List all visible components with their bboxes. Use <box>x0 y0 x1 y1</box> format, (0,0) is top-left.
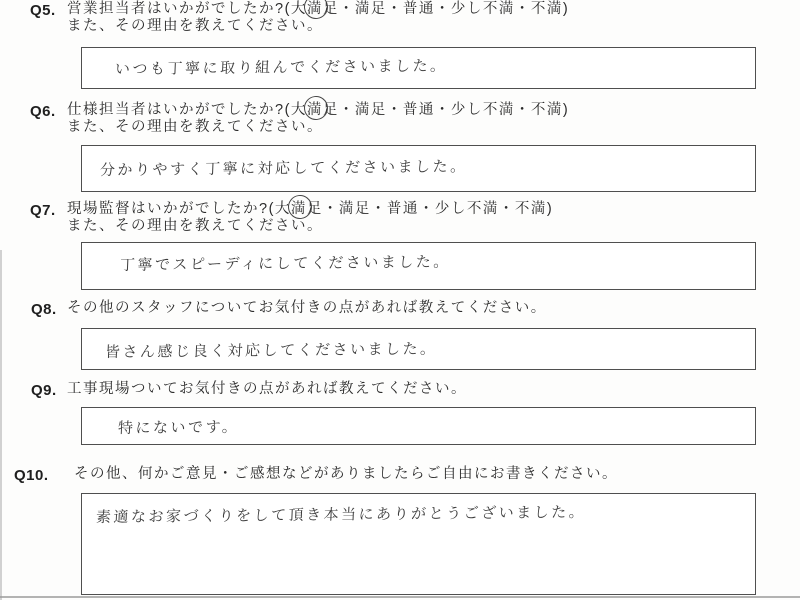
question-number: Q7. <box>30 202 56 219</box>
question-number: Q5. <box>30 2 56 19</box>
question-text-line1: その他、何かご意見・ご感想などがありましたらご自由にお書きください。 <box>74 466 618 482</box>
question-number: Q8. <box>31 301 57 318</box>
question-text-line1 <box>67 2 569 17</box>
question-text-after: 足・満足・普通・少し不満・不満) <box>322 102 570 118</box>
question-text-before: 営業担当者はいかがでしたか?(大 <box>67 1 307 17</box>
handwritten-answer: 丁寧でスピーディにしてくださいました。 <box>119 253 452 274</box>
question-text-after: 足・満足・普通・少し不満・不満) <box>322 1 570 17</box>
question-text-line2: また、その理由を教えてください。 <box>67 119 323 135</box>
question-text-line1: 工事現場ついてお気付きの点があれば教えてください。 <box>67 381 467 397</box>
circled-option-mark <box>307 2 323 17</box>
question-number: Q9. <box>31 382 57 399</box>
question-text-line1: その他のスタッフについてお気付きの点があれば教えてください。 <box>67 300 547 316</box>
scan-page-bottom-edge <box>0 596 800 598</box>
question-text-after: 足・満足・普通・少し不満・不満) <box>306 201 554 217</box>
handwritten-answer: 素適なお家づくりをして頂き本当にありがとうございました。 <box>95 503 587 526</box>
question-text-line1 <box>67 103 569 118</box>
circled-option-mark <box>291 202 307 217</box>
question-text-line2: また、その理由を教えてください。 <box>67 218 323 234</box>
handwritten-answer: 分かりやすく丁寧に対応してくださいました。 <box>99 158 469 179</box>
question-number: Q10. <box>14 467 49 484</box>
question-text-line1 <box>67 202 553 217</box>
question-text-line2: また、その理由を教えてください。 <box>67 18 323 34</box>
handwritten-answer: 特にないです。 <box>117 418 240 437</box>
question-number: Q6. <box>30 103 56 120</box>
scan-page-left-edge <box>0 250 2 600</box>
circled-option-text: 満 <box>306 1 323 17</box>
handwritten-answer: 皆さん感じ良く対応してくださいました。 <box>104 340 438 361</box>
handwritten-answer: いつも丁寧に取り組んでくださいました。 <box>114 57 448 78</box>
question-text-before: 仕様担当者はいかがでしたか?(大 <box>67 102 307 118</box>
circled-option-text: 満 <box>306 102 323 118</box>
circled-option-text: 満 <box>290 201 307 217</box>
circled-option-mark <box>307 103 323 118</box>
question-text-before: 現場監督はいかがでしたか?(大 <box>67 201 291 217</box>
